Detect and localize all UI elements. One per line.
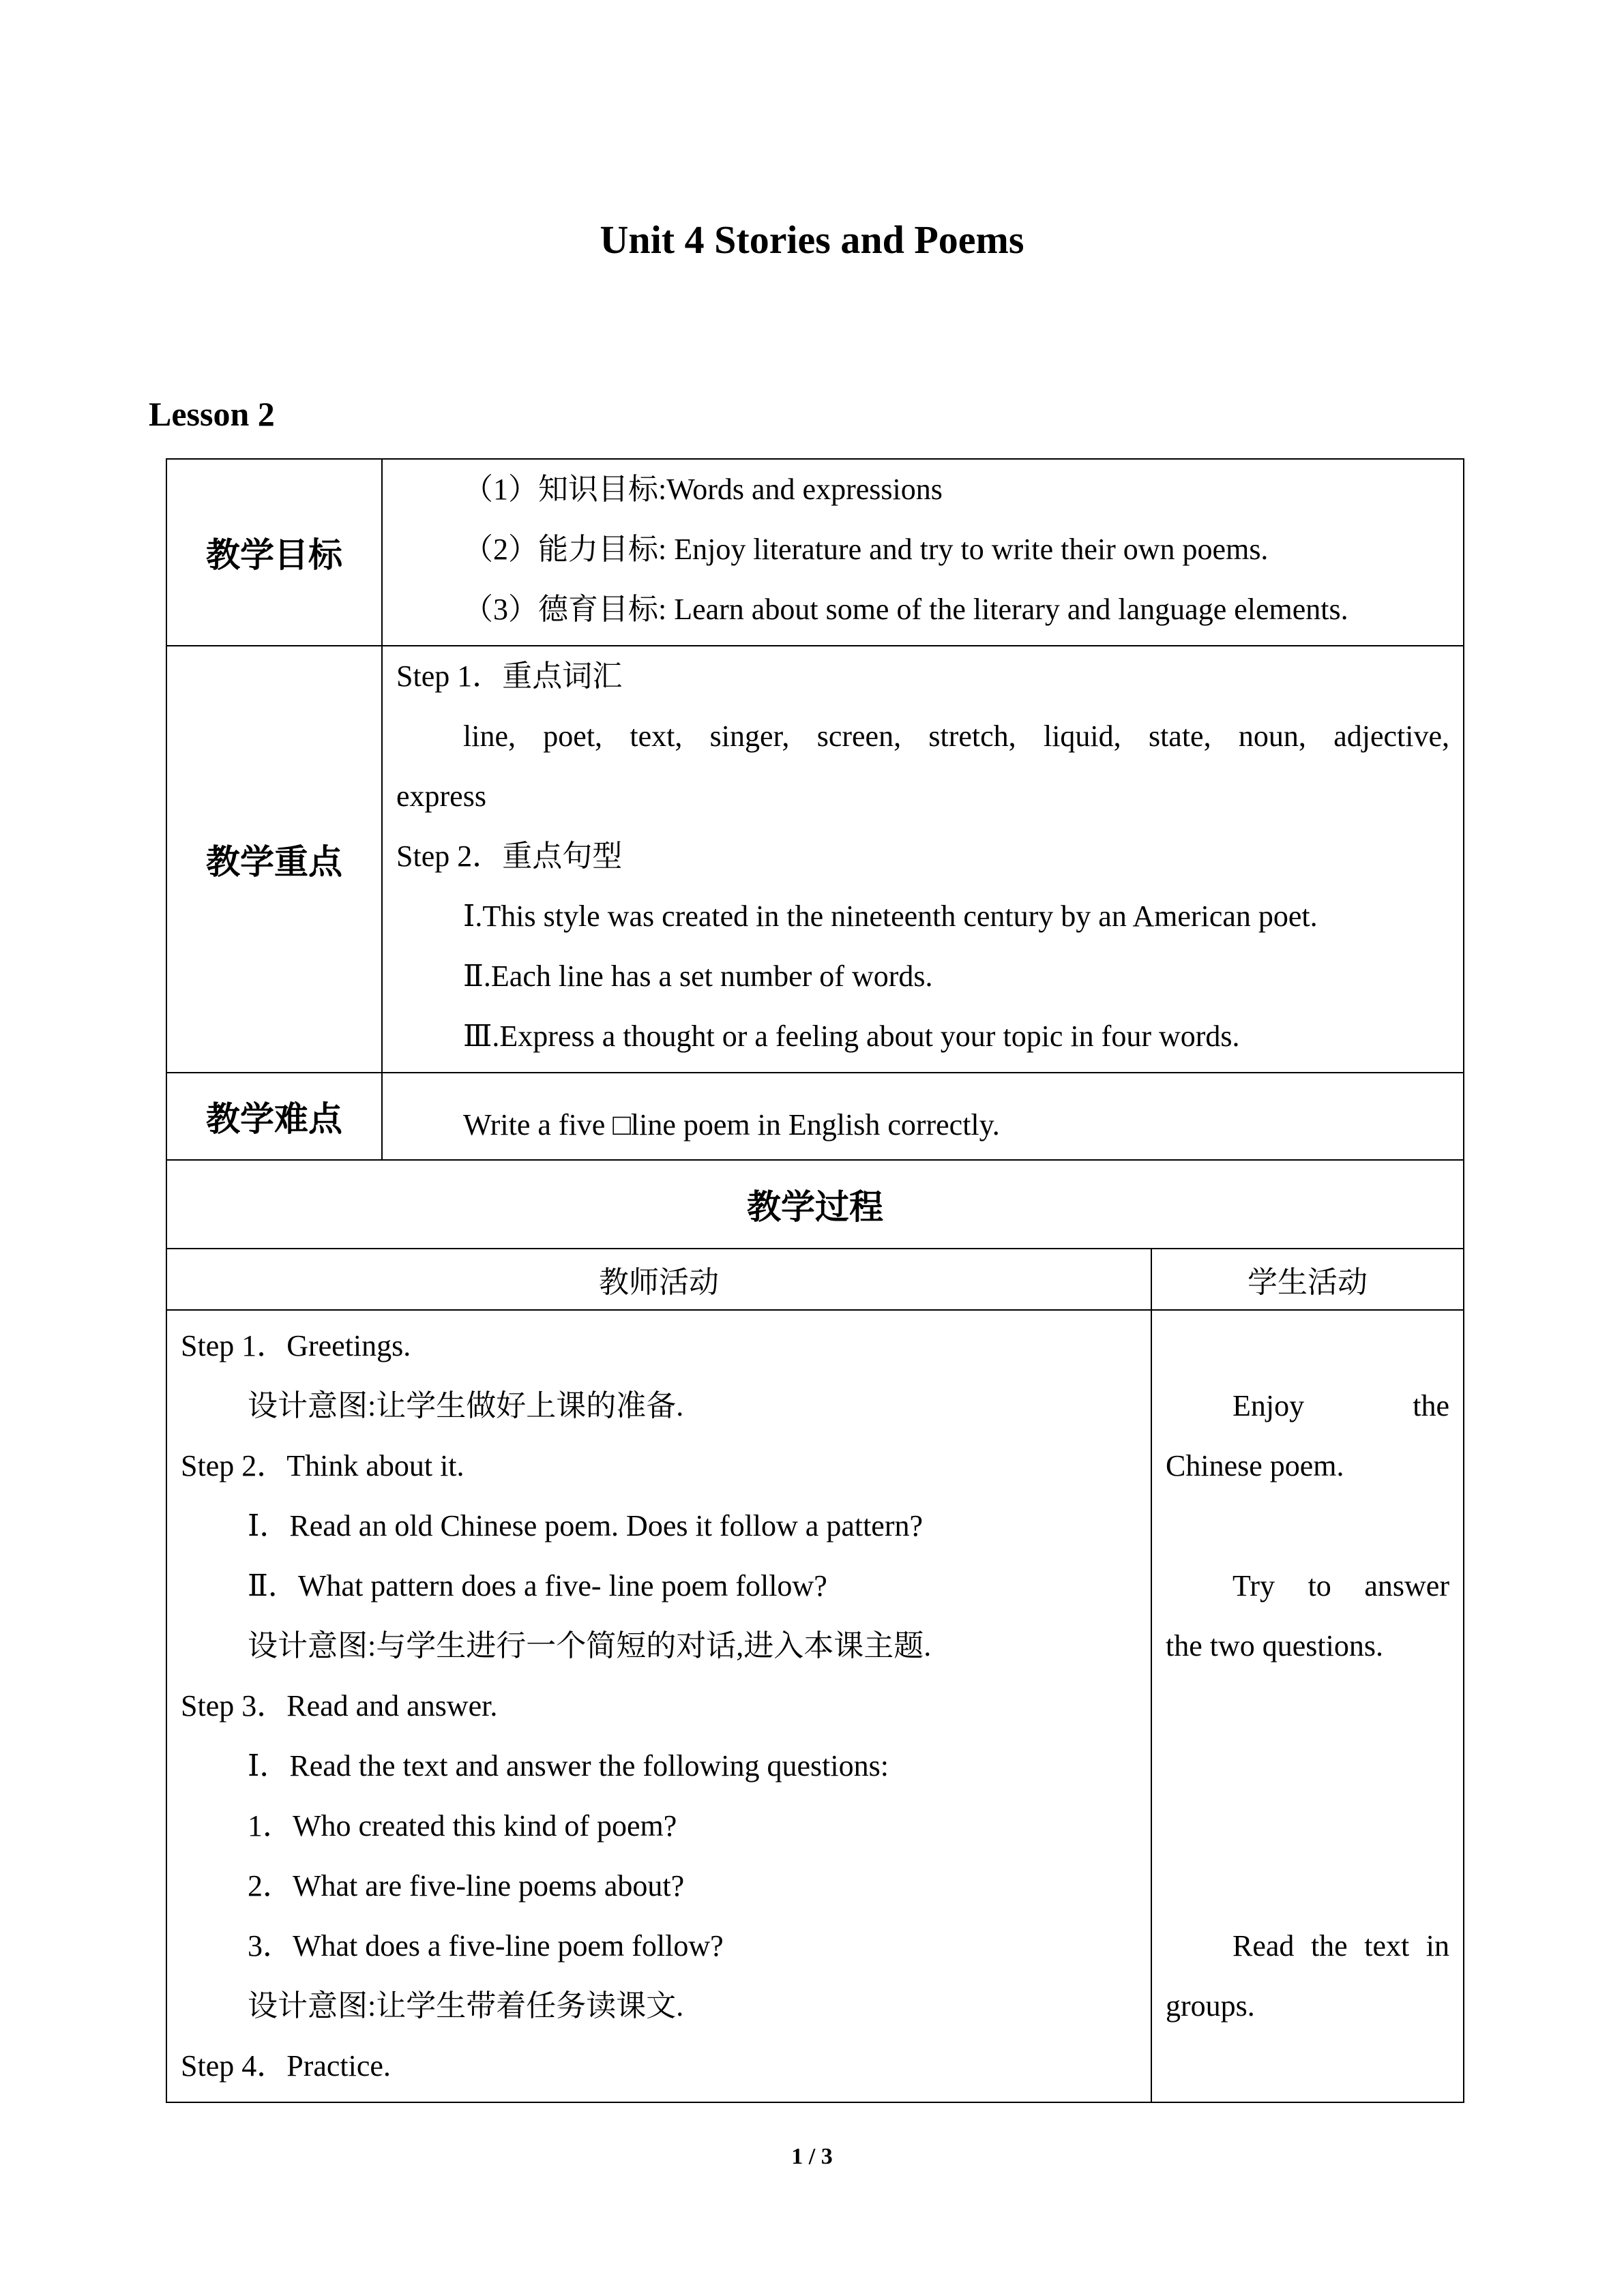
process-content-row bbox=[166, 1310, 1464, 2102]
process-title: 教学过程 bbox=[166, 1160, 1464, 1249]
student-note-2-first: Try to answer bbox=[1232, 1569, 1449, 1602]
key-points-label: 教学重点 bbox=[166, 646, 382, 1073]
teacher-question-1: 1．Who created this kind of poem? bbox=[248, 1809, 677, 1843]
difficulty-label: 教学难点 bbox=[166, 1073, 382, 1160]
student-note-1-first: Enjoy the bbox=[1232, 1389, 1449, 1422]
objectives-row bbox=[166, 459, 1464, 646]
key-sentence-3: Ⅲ.Express a thought or a feeling about your topic in four words. bbox=[463, 1019, 1240, 1053]
student-activities bbox=[1151, 1310, 1464, 2102]
student-note-1-rest: Chinese poem. bbox=[1166, 1449, 1344, 1482]
teacher-design-intent-3: 设计意图:让学生带着任务读课文. bbox=[248, 1989, 684, 2023]
teacher-step2-item1: Ⅰ．Read an old Chinese poem. Does it follow a pattern? bbox=[248, 1509, 924, 1542]
document-title: Unit 4 Stories and Poems bbox=[600, 218, 1024, 262]
lesson-heading: Lesson 2 bbox=[149, 395, 275, 433]
objective-item-2: （2）能力目标: Enjoy literature and try to write their own poems. bbox=[463, 533, 1269, 566]
teacher-question-3: 3．What does a five-line poem follow? bbox=[248, 1929, 724, 1963]
teacher-design-intent-2: 设计意图:与学生进行一个简短的对话,进入本课主题. bbox=[248, 1629, 932, 1663]
objectives-label: 教学目标 bbox=[166, 459, 382, 646]
teacher-step4: Step 4．Practice. bbox=[181, 2049, 391, 2083]
process-title-row bbox=[166, 1160, 1464, 1249]
student-note-3-first: Read the text in bbox=[1232, 1929, 1449, 1963]
difficulty-text: Write a five □line poem in English correctly. bbox=[463, 1108, 1000, 1142]
key-points-row bbox=[166, 646, 1464, 1073]
objective-item-3: （3）德育目标: Learn about some of the literary and language elements. bbox=[463, 593, 1348, 626]
key-points-step2-title: Step 2．重点句型 bbox=[396, 839, 623, 873]
process-header-row bbox=[166, 1249, 1464, 1310]
teacher-step1: Step 1．Greetings. bbox=[181, 1329, 411, 1362]
key-sentence-2: Ⅱ.Each line has a set number of words. bbox=[463, 959, 933, 993]
teacher-design-intent-1: 设计意图:让学生做好上课的准备. bbox=[248, 1389, 684, 1422]
teacher-question-2: 2．What are five-line poems about? bbox=[248, 1869, 685, 1903]
lesson-plan-table bbox=[166, 458, 1464, 2103]
student-note-3-rest: groups. bbox=[1166, 1989, 1255, 2023]
objective-item-1: （1）知识目标:Words and expressions bbox=[463, 473, 943, 506]
page-number: 1 / 3 bbox=[791, 2144, 833, 2169]
key-vocabulary-line1: line, poet, text, singer, screen, stretch, liquid, state, noun, adjective, bbox=[463, 719, 1449, 753]
teacher-activities bbox=[166, 1310, 1151, 2102]
difficulty-content bbox=[382, 1073, 1464, 1160]
difficulty-row bbox=[166, 1073, 1464, 1160]
teacher-step3: Step 3．Read and answer. bbox=[181, 1689, 498, 1723]
key-points-step1-title: Step 1．重点词汇 bbox=[396, 659, 623, 693]
teacher-step3-item1: Ⅰ．Read the text and answer the following questions: bbox=[248, 1749, 889, 1783]
student-note-2-rest: the two questions. bbox=[1166, 1629, 1383, 1663]
objectives-content bbox=[382, 459, 1464, 646]
teacher-step2: Step 2．Think about it. bbox=[181, 1449, 464, 1482]
teacher-step2-item2: Ⅱ．What pattern does a five- line poem follow? bbox=[248, 1569, 827, 1602]
student-activity-header: 学生活动 bbox=[1151, 1249, 1464, 1310]
key-points-content bbox=[382, 646, 1464, 1073]
key-vocabulary-line2: express bbox=[396, 779, 486, 813]
teacher-activity-header: 教师活动 bbox=[166, 1249, 1151, 1310]
key-sentence-1: Ⅰ.This style was created in the nineteenth century by an American poet. bbox=[463, 899, 1318, 933]
